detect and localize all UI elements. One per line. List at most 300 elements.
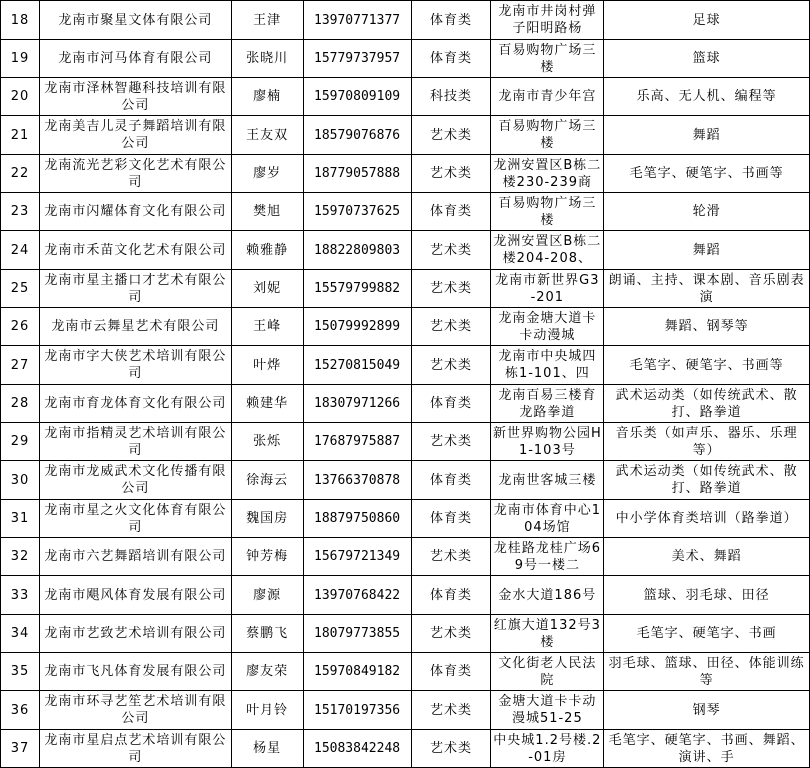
contact-person-cell [231, 346, 303, 385]
training-scope-cell-text: 舞蹈 [692, 127, 721, 143]
category-cell-text: 艺术类 [429, 127, 472, 143]
address-cell [491, 40, 604, 78]
category-cell [411, 308, 491, 346]
phone-number-cell [303, 1, 411, 40]
row-number-cell-text: 28 [10, 396, 30, 411]
phone-number-cell [303, 385, 411, 423]
training-scope-cell-text: 音乐类（如声乐、器乐、乐理等） [615, 425, 798, 458]
table-row [1, 538, 810, 576]
address-cell-text: 龙南市青少年宫 [498, 89, 597, 104]
row-number-cell [1, 385, 40, 423]
category-cell [411, 40, 491, 78]
phone-number-cell-text: 15079992899 [314, 319, 401, 334]
training-scope-cell [604, 461, 810, 500]
contact-person-cell-text: 张烁 [253, 434, 282, 449]
company-name-cell-text: 龙南市六艺舞蹈培训有限公司 [44, 549, 227, 564]
company-name-cell [39, 423, 231, 461]
category-cell-text: 艺术类 [429, 549, 472, 564]
company-name-cell [39, 346, 231, 385]
address-cell-text: 文化街老人民法院 [498, 655, 597, 688]
row-number-cell-text: 30 [10, 472, 30, 488]
contact-person-cell-text: 叶月铃 [246, 702, 289, 718]
phone-number-cell [303, 270, 411, 308]
contact-person-cell-text: 钟芳梅 [246, 549, 289, 564]
address-cell [491, 423, 604, 461]
address-cell-text: 龙洲安置区B栋二楼230-239商 [493, 157, 602, 190]
contact-person-cell-text: 王津 [253, 12, 282, 28]
phone-number-cell-text: 15779737957 [314, 51, 401, 66]
category-cell-text: 体育类 [429, 396, 472, 411]
category-cell [411, 116, 491, 155]
phone-number-cell-text: 18307971266 [314, 396, 401, 411]
company-name-cell-text: 龙南市云舞星艺术有限公司 [51, 319, 220, 334]
row-number-cell [1, 423, 40, 461]
address-cell [491, 155, 604, 193]
row-number-cell-text: 29 [10, 434, 30, 449]
training-scope-cell-text: 篮球、羽毛球、田径 [643, 587, 770, 603]
address-cell [491, 653, 604, 691]
category-cell [411, 385, 491, 423]
row-number-cell [1, 231, 40, 270]
table-row [1, 615, 810, 653]
phone-number-cell-text: 15970849182 [314, 664, 401, 679]
contact-person-cell [231, 78, 303, 116]
training-scope-cell [604, 576, 810, 615]
training-scope-cell [604, 155, 810, 193]
phone-number-cell [303, 40, 411, 78]
training-scope-cell [604, 730, 810, 768]
company-name-cell [39, 385, 231, 423]
training-scope-cell-text: 武术运动类（如传统武术、散打、路拳道 [615, 387, 798, 420]
training-scope-cell [604, 193, 810, 231]
table-row [1, 155, 810, 193]
row-number-cell [1, 40, 40, 78]
phone-number-cell [303, 730, 411, 768]
contact-person-cell [231, 308, 303, 346]
contact-person-cell-text: 廖源 [253, 587, 282, 603]
training-scope-cell [604, 1, 810, 40]
row-number-cell [1, 346, 40, 385]
training-scope-cell-text: 篮球 [692, 51, 721, 66]
address-cell [491, 1, 604, 40]
company-name-cell-text: 龙南市飓风体育发展有限公司 [44, 587, 227, 603]
address-cell [491, 78, 604, 116]
contact-person-cell-text: 王友双 [246, 127, 289, 143]
category-cell-text: 艺术类 [429, 626, 472, 641]
company-name-cell-text: 龙南市星之火文化体育有限公司 [44, 502, 227, 535]
category-cell-text: 体育类 [429, 12, 472, 28]
category-cell [411, 653, 491, 691]
address-cell [491, 231, 604, 270]
phone-number-cell [303, 500, 411, 538]
table-row [1, 500, 810, 538]
contact-person-cell-text: 徐海云 [246, 472, 289, 488]
company-name-cell [39, 653, 231, 691]
training-scope-cell-text: 美术、舞蹈 [671, 549, 742, 564]
category-cell [411, 155, 491, 193]
row-number-cell-text: 34 [10, 626, 30, 641]
row-number-cell [1, 653, 40, 691]
table-row [1, 730, 810, 768]
company-name-cell [39, 461, 231, 500]
address-cell-text: 龙南金塘大道卡卡动漫城 [498, 310, 597, 343]
table-row [1, 116, 810, 155]
address-cell [491, 346, 604, 385]
phone-number-cell-text: 18579076876 [314, 127, 401, 143]
category-cell [411, 423, 491, 461]
category-cell [411, 1, 491, 40]
address-cell-text: 龙南世客城三楼 [498, 472, 597, 488]
phone-number-cell-text: 15170197356 [314, 702, 401, 718]
row-number-cell-text: 37 [10, 741, 30, 756]
category-cell-text: 体育类 [429, 587, 472, 603]
contact-person-cell [231, 461, 303, 500]
company-name-cell [39, 730, 231, 768]
training-scope-cell-text: 舞蹈、钢琴等 [664, 319, 749, 334]
address-cell-text: 百易购物广场三楼 [498, 42, 597, 75]
training-scope-cell [604, 653, 810, 691]
row-number-cell-text: 31 [10, 511, 30, 526]
company-name-cell-text: 龙南流光艺彩文化艺术有限公司 [44, 157, 227, 190]
company-name-cell-text: 龙南市飞凡体育发展有限公司 [44, 664, 227, 679]
phone-number-cell [303, 423, 411, 461]
training-scope-cell-text: 毛笔字、硬笔字、书画等 [629, 166, 784, 181]
phone-number-cell-text: 15679721349 [314, 549, 401, 564]
category-cell [411, 576, 491, 615]
address-cell-text: 龙洲安置区B栋二楼204-208、 [493, 234, 602, 266]
row-number-cell-text: 20 [10, 89, 30, 104]
category-cell-text: 体育类 [429, 511, 472, 526]
category-cell [411, 231, 491, 270]
category-cell-text: 体育类 [429, 204, 472, 219]
contact-person-cell [231, 40, 303, 78]
table-row [1, 193, 810, 231]
table-row [1, 78, 810, 116]
company-name-cell [39, 155, 231, 193]
address-cell [491, 691, 604, 730]
address-cell [491, 270, 604, 308]
training-scope-cell-text: 乐高、无人机、编程等 [636, 89, 777, 104]
category-cell [411, 461, 491, 500]
address-cell-text: 龙南市新世界G3-201 [495, 272, 600, 305]
contact-person-cell [231, 576, 303, 615]
address-cell [491, 615, 604, 653]
row-number-cell-text: 19 [10, 51, 30, 66]
training-scope-cell [604, 308, 810, 346]
contact-person-cell [231, 116, 303, 155]
category-cell-text: 艺术类 [429, 741, 472, 756]
company-name-cell-text: 龙南市字大侠艺术培训有限公司 [44, 349, 227, 381]
training-scope-cell-text: 毛笔字、硬笔字、书画、舞蹈、演讲、手 [608, 732, 805, 765]
phone-number-cell-text: 15270815049 [314, 357, 401, 373]
company-name-cell-text: 龙南市闪耀体育文化有限公司 [44, 204, 227, 219]
phone-number-cell-text: 18822809803 [314, 242, 401, 258]
contact-person-cell-text: 廖友荣 [246, 664, 289, 679]
row-number-cell [1, 691, 40, 730]
category-cell [411, 500, 491, 538]
training-scope-cell [604, 615, 810, 653]
address-cell [491, 193, 604, 231]
row-number-cell-text: 27 [10, 357, 30, 373]
company-name-cell [39, 40, 231, 78]
contact-person-cell [231, 653, 303, 691]
training-scope-cell-text: 钢琴 [692, 702, 721, 718]
training-scope-cell [604, 691, 810, 730]
training-scope-cell [604, 385, 810, 423]
company-name-cell [39, 193, 231, 231]
address-cell-text: 龙南市体育中心104场馆 [493, 502, 601, 535]
category-cell [411, 346, 491, 385]
company-name-cell-text: 龙南市聚星文体有限公司 [58, 12, 213, 28]
phone-number-cell [303, 653, 411, 691]
row-number-cell [1, 155, 40, 193]
table-row [1, 1, 810, 40]
contact-person-cell-text: 杨星 [253, 741, 282, 756]
company-name-cell-text: 龙南市环寻艺笙艺术培训有限公司 [44, 694, 227, 726]
contact-person-cell [231, 500, 303, 538]
contact-person-cell-text: 刘妮 [253, 281, 282, 296]
training-scope-cell [604, 270, 810, 308]
address-cell-text: 红旗大道132号3楼 [493, 617, 601, 650]
phone-number-cell-text: 18779057888 [314, 166, 401, 181]
phone-number-cell [303, 615, 411, 653]
address-cell-text: 龙南市中央城四栋1-101、四 [498, 349, 597, 381]
row-number-cell [1, 1, 40, 40]
contact-person-cell [231, 193, 303, 231]
contact-person-cell-text: 廖岁 [253, 166, 282, 181]
contact-person-cell [231, 730, 303, 768]
phone-number-cell [303, 346, 411, 385]
category-cell-text: 艺术类 [429, 242, 472, 258]
table-row [1, 231, 810, 270]
company-name-cell [39, 538, 231, 576]
table-row [1, 653, 810, 691]
address-cell-text: 龙南百易三楼育龙路拳道 [498, 387, 597, 420]
category-cell-text: 艺术类 [429, 357, 472, 373]
category-cell-text: 艺术类 [429, 434, 472, 449]
phone-number-cell-text: 15083842248 [314, 741, 401, 756]
address-cell-text: 百易购物广场三楼 [498, 195, 597, 228]
phone-number-cell [303, 461, 411, 500]
phone-number-cell-text: 18879750860 [314, 511, 401, 526]
row-number-cell [1, 116, 40, 155]
contact-person-cell-text: 张晓川 [246, 51, 289, 66]
address-cell [491, 500, 604, 538]
training-scope-cell-text: 羽毛球、篮球、田径、体能训练等 [608, 655, 805, 688]
company-name-cell [39, 231, 231, 270]
phone-number-cell [303, 78, 411, 116]
category-cell [411, 615, 491, 653]
company-name-cell-text: 龙南市龙威武术文化传播有限公司 [44, 464, 227, 496]
address-cell-text: 中央城1.2号楼.2-01房 [493, 732, 602, 765]
category-cell-text: 科技类 [429, 89, 472, 104]
row-number-cell-text: 22 [10, 166, 30, 181]
category-cell [411, 691, 491, 730]
training-scope-cell-text: 中小学体育类培训（路拳道） [615, 511, 798, 526]
row-number-cell [1, 500, 40, 538]
table-row [1, 576, 810, 615]
contact-person-cell [231, 155, 303, 193]
phone-number-cell [303, 576, 411, 615]
phone-number-cell [303, 116, 411, 155]
table-row [1, 691, 810, 730]
training-scope-cell [604, 538, 810, 576]
row-number-cell [1, 308, 40, 346]
training-scope-cell [604, 500, 810, 538]
phone-number-cell-text: 18079773855 [314, 626, 401, 641]
row-number-cell-text: 32 [10, 549, 30, 564]
contact-person-cell-text: 蔡鹏飞 [246, 626, 289, 641]
category-cell-text: 艺术类 [429, 319, 472, 334]
company-name-cell [39, 500, 231, 538]
row-number-cell [1, 78, 40, 116]
row-number-cell [1, 730, 40, 768]
company-name-cell-text: 龙南市指精灵艺术培训有限公司 [44, 425, 227, 458]
training-scope-cell-text: 足球 [692, 12, 721, 28]
training-scope-cell-text: 武术运动类（如传统武术、散打、路拳道 [615, 464, 798, 496]
contact-person-cell [231, 615, 303, 653]
contact-person-cell [231, 385, 303, 423]
company-name-cell-text: 龙南市禾苗文化艺术有限公司 [44, 242, 227, 258]
company-name-cell-text: 龙南市育龙体育文化有限公司 [44, 396, 227, 411]
phone-number-cell [303, 691, 411, 730]
phone-number-cell-text: 15970809109 [314, 89, 401, 104]
training-scope-cell-text: 轮滑 [692, 204, 721, 219]
row-number-cell [1, 193, 40, 231]
contact-person-cell-text: 王峰 [253, 319, 282, 334]
training-scope-cell [604, 231, 810, 270]
category-cell-text: 体育类 [429, 664, 472, 679]
row-number-cell [1, 461, 40, 500]
company-name-cell [39, 308, 231, 346]
contact-person-cell [231, 1, 303, 40]
contact-person-cell [231, 270, 303, 308]
row-number-cell-text: 26 [10, 319, 30, 334]
company-name-cell-text: 龙南市艺致艺术培训有限公司 [44, 626, 227, 641]
contact-person-cell [231, 423, 303, 461]
address-cell [491, 730, 604, 768]
phone-number-cell-text: 13970768422 [314, 587, 401, 603]
training-scope-cell [604, 78, 810, 116]
company-name-cell [39, 615, 231, 653]
contact-person-cell-text: 赖雅静 [246, 242, 289, 258]
phone-number-cell-text: 15970737625 [314, 204, 401, 219]
address-cell [491, 538, 604, 576]
training-scope-cell-text: 毛笔字、硬笔字、书画 [636, 626, 777, 641]
address-cell-text: 龙桂路龙桂广场69号一楼二 [493, 540, 601, 573]
company-name-cell [39, 116, 231, 155]
training-scope-cell-text: 朗诵、主持、课本剧、音乐剧表演 [608, 272, 805, 305]
company-name-cell [39, 78, 231, 116]
address-cell [491, 385, 604, 423]
row-number-cell-text: 35 [10, 664, 30, 679]
address-cell [491, 308, 604, 346]
category-cell-text: 体育类 [429, 51, 472, 66]
company-name-cell-text: 龙南市泽林智趣科技培训有限公司 [44, 80, 227, 113]
row-number-cell [1, 270, 40, 308]
row-number-cell [1, 576, 40, 615]
category-cell [411, 730, 491, 768]
training-scope-cell [604, 40, 810, 78]
contact-person-cell [231, 231, 303, 270]
table-row [1, 385, 810, 423]
table-row [1, 423, 810, 461]
address-cell-text: 金水大道186号 [498, 587, 597, 603]
contact-person-cell-text: 樊旭 [253, 204, 282, 219]
company-name-cell [39, 1, 231, 40]
company-name-cell [39, 576, 231, 615]
company-name-cell-text: 龙南市星启点艺术培训有限公司 [44, 732, 227, 765]
row-number-cell [1, 615, 40, 653]
address-cell-text: 金塘大道卡卡动漫城51-25 [498, 694, 597, 726]
table-row [1, 308, 810, 346]
company-name-cell [39, 270, 231, 308]
training-scope-cell [604, 346, 810, 385]
table-row [1, 270, 810, 308]
training-scope-cell [604, 116, 810, 155]
category-cell [411, 270, 491, 308]
phone-number-cell [303, 193, 411, 231]
company-name-cell-text: 龙南美吉儿灵子舞蹈培训有限公司 [44, 119, 227, 151]
address-cell [491, 576, 604, 615]
company-name-cell-text: 龙南市星主播口才艺术有限公司 [44, 272, 227, 305]
address-cell-text: 百易购物广场三楼 [498, 119, 597, 151]
company-name-cell [39, 691, 231, 730]
address-cell [491, 461, 604, 500]
row-number-cell-text: 24 [10, 242, 30, 258]
phone-number-cell-text: 17687975887 [314, 434, 401, 449]
category-cell-text: 艺术类 [429, 702, 472, 718]
contact-person-cell-text: 赖建华 [246, 396, 289, 411]
address-cell [491, 116, 604, 155]
contact-person-cell-text: 魏国房 [246, 511, 289, 526]
phone-number-cell [303, 231, 411, 270]
contact-person-cell [231, 538, 303, 576]
contact-person-cell-text: 叶烨 [253, 357, 282, 373]
category-cell-text: 艺术类 [429, 166, 472, 181]
row-number-cell-text: 23 [10, 204, 30, 219]
category-cell-text: 体育类 [429, 472, 472, 488]
contact-person-cell-text: 廖楠 [253, 89, 282, 104]
category-cell [411, 538, 491, 576]
row-number-cell [1, 538, 40, 576]
phone-number-cell [303, 155, 411, 193]
address-cell-text: 龙南市井岗村弹子阳明路杨 [498, 4, 597, 36]
training-scope-cell-text: 毛笔字、硬笔字、书画等 [629, 357, 784, 373]
table-row [1, 346, 810, 385]
row-number-cell-text: 25 [10, 281, 30, 296]
category-cell [411, 193, 491, 231]
phone-number-cell-text: 15579799882 [314, 281, 401, 296]
training-scope-cell [604, 423, 810, 461]
table-row [1, 461, 810, 500]
table-row [1, 40, 810, 78]
training-scope-cell-text: 舞蹈 [692, 242, 721, 258]
row-number-cell-text: 21 [10, 127, 30, 143]
category-cell [411, 78, 491, 116]
row-number-cell-text: 33 [10, 587, 30, 603]
registry-table-body [1, 1, 810, 768]
phone-number-cell-text: 13766370878 [314, 472, 401, 488]
address-cell-text: 新世界购物公园H1-103号 [492, 425, 602, 458]
phone-number-cell [303, 308, 411, 346]
company-name-cell-text: 龙南市河马体育有限公司 [58, 51, 213, 66]
row-number-cell-text: 18 [10, 12, 30, 28]
category-cell-text: 艺术类 [429, 281, 472, 296]
phone-number-cell-text: 13970771377 [314, 12, 401, 28]
row-number-cell-text: 36 [10, 702, 30, 718]
phone-number-cell [303, 538, 411, 576]
